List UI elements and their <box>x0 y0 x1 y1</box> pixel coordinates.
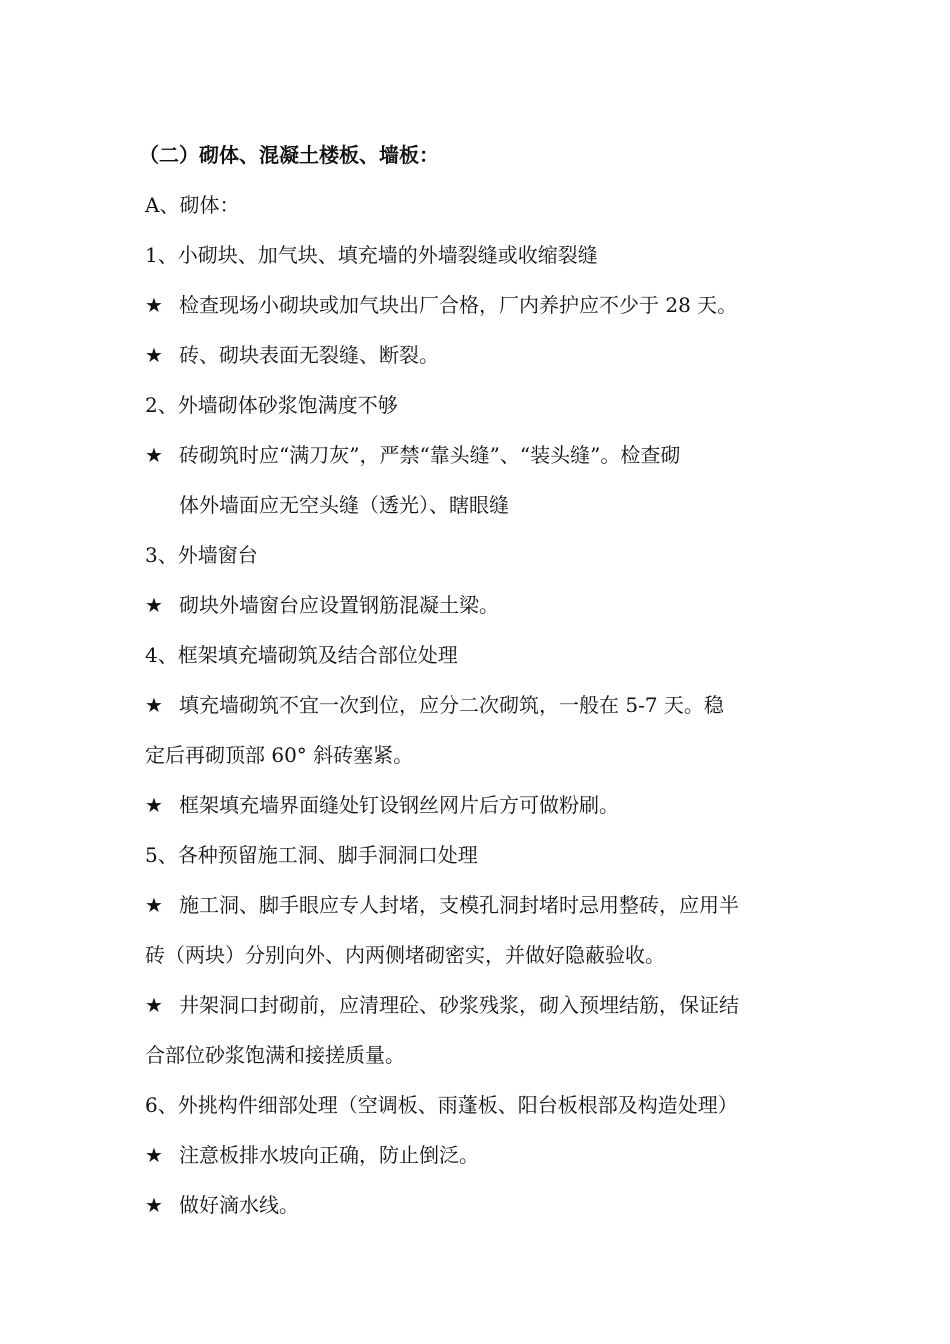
star-icon: ★ <box>145 1143 163 1167</box>
item-heading: 4、框架填充墙砌筑及结合部位处理 <box>145 643 458 667</box>
star-icon: ★ <box>145 293 163 317</box>
star-icon: ★ <box>145 993 163 1017</box>
star-icon: ★ <box>145 343 163 367</box>
star-icon: ★ <box>145 693 163 717</box>
item-heading: 1、小砌块、加气块、填充墙的外墙裂缝或收缩裂缝 <box>145 243 598 267</box>
item-heading: 3、外墙窗台 <box>145 543 258 567</box>
sub-title: A、砌体： <box>145 193 240 217</box>
note-continuation: 合部位砂浆饱满和接搓质量。 <box>145 1043 405 1067</box>
note-continuation: 定后再砌顶部 60° 斜砖塞紧。 <box>145 743 414 767</box>
note-line <box>145 680 825 730</box>
note-line <box>145 280 825 330</box>
star-icon: ★ <box>145 793 163 817</box>
note-text: 砖、砌块表面无裂缝、断裂。 <box>179 343 439 367</box>
item-heading: 5、各种预留施工洞、脚手洞洞口处理 <box>145 843 478 867</box>
note-line <box>145 330 825 380</box>
note-text: 注意板排水坡向正确，防止倒泛。 <box>179 1143 479 1167</box>
star-icon: ★ <box>145 443 163 467</box>
note-line <box>145 780 825 830</box>
note-line <box>145 1180 825 1230</box>
note-text: 施工洞、脚手眼应专人封堵，支模孔洞封堵时忌用整砖，应用半 <box>179 893 739 917</box>
note-line <box>145 580 825 630</box>
note-text: 井架洞口封砌前，应清理砼、砂浆残浆，砌入预埋结筋，保证结 <box>179 993 739 1017</box>
item-heading: 6、外挑构件细部处理（空调板、雨蓬板、阳台板根部及构造处理） <box>145 1093 738 1117</box>
note-line <box>145 980 825 1030</box>
note-line <box>145 1130 825 1180</box>
note-text: 砌块外墙窗台应设置钢筋混凝土梁。 <box>179 593 499 617</box>
note-text: 填充墙砌筑不宜一次到位，应分二次砌筑，一般在 5-7 天。稳 <box>179 693 724 717</box>
star-icon: ★ <box>145 593 163 617</box>
note-continuation: 体外墙面应无空头缝（透光）、瞎眼缝 <box>179 493 509 517</box>
note-text: 砖砌筑时应“满刀灰”，严禁“靠头缝”、“装头缝”。检查砌 <box>179 443 681 467</box>
star-icon: ★ <box>145 893 163 917</box>
star-icon: ★ <box>145 1193 163 1217</box>
item-heading: 2、外墙砌体砂浆饱满度不够 <box>145 393 398 417</box>
note-text: 检查现场小砌块或加气块出厂合格，厂内养护应不少于 28 天。 <box>179 293 738 317</box>
note-continuation: 砖（两块）分别向外、内两侧堵砌密实，并做好隐蔽验收。 <box>145 943 665 967</box>
document-body <box>139 130 825 1230</box>
note-text: 框架填充墙界面缝处钉设钢丝网片后方可做粉刷。 <box>179 793 619 817</box>
note-text: 做好滴水线。 <box>179 1193 299 1217</box>
note-line <box>145 880 825 930</box>
section-title: （二）砌体、混凝土楼板、墙板： <box>139 143 439 167</box>
note-line <box>145 430 825 480</box>
